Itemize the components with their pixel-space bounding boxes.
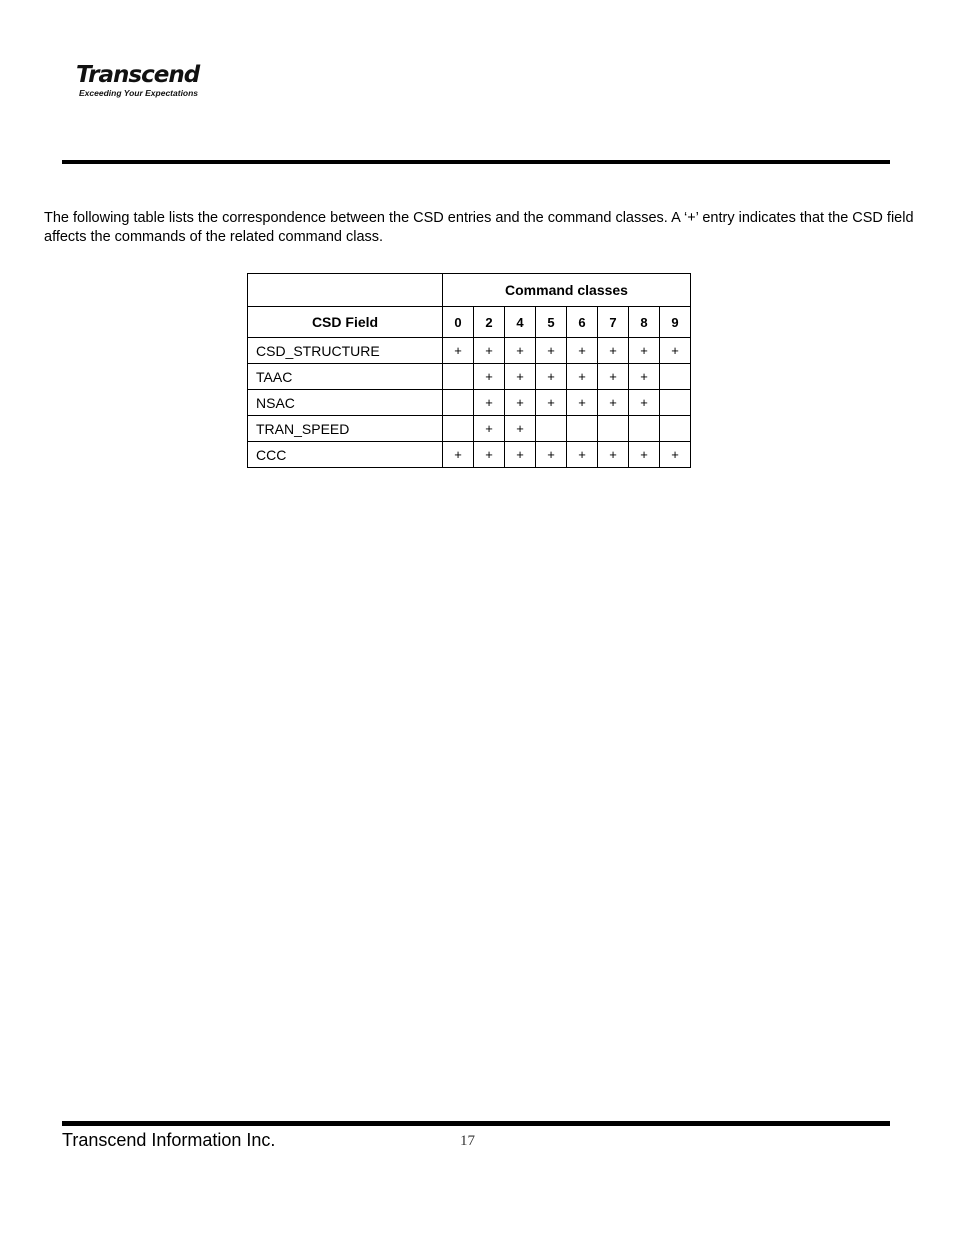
class-cell: + (598, 338, 629, 364)
class-cell (567, 416, 598, 442)
class-cell: + (536, 442, 567, 468)
class-header-4: 4 (505, 307, 536, 338)
csd-field-name: CSD_STRUCTURE (248, 338, 443, 364)
class-cell (660, 364, 691, 390)
class-cell: + (629, 442, 660, 468)
class-cell: + (536, 390, 567, 416)
csd-field-name: TAAC (248, 364, 443, 390)
command-classes-header: Command classes (443, 274, 691, 307)
class-cell (598, 416, 629, 442)
class-cell: + (660, 442, 691, 468)
table-group-header-row (248, 274, 691, 307)
class-cell (443, 390, 474, 416)
class-cell: + (505, 364, 536, 390)
brand-logo (76, 62, 199, 98)
class-cell: + (474, 416, 505, 442)
csd-field-header: CSD Field (248, 307, 443, 338)
csd-field-name: NSAC (248, 390, 443, 416)
class-cell: + (567, 442, 598, 468)
csd-field-name: CCC (248, 442, 443, 468)
class-cell: + (474, 364, 505, 390)
logo-tagline: Exceeding Your Expectations (79, 88, 199, 98)
header-divider (62, 160, 890, 164)
csd-field-name: TRAN_SPEED (248, 416, 443, 442)
class-cell (443, 364, 474, 390)
class-cell: + (536, 364, 567, 390)
class-cell (443, 416, 474, 442)
class-header-9: 9 (660, 307, 691, 338)
class-header-8: 8 (629, 307, 660, 338)
class-cell: + (598, 364, 629, 390)
class-header-6: 6 (567, 307, 598, 338)
class-cell: + (567, 390, 598, 416)
class-cell: + (443, 338, 474, 364)
class-cell: + (629, 338, 660, 364)
class-cell: + (536, 338, 567, 364)
class-cell: + (505, 390, 536, 416)
class-cell: + (567, 338, 598, 364)
class-cell: + (660, 338, 691, 364)
footer-divider (62, 1121, 890, 1126)
class-cell: + (505, 442, 536, 468)
class-cell: + (598, 442, 629, 468)
table-row (248, 364, 691, 390)
table-column-header-row (248, 307, 691, 338)
class-header-0: 0 (443, 307, 474, 338)
class-cell: + (474, 390, 505, 416)
footer-company-name: Transcend Information Inc. (62, 1130, 276, 1150)
class-cell: + (505, 338, 536, 364)
class-header-5: 5 (536, 307, 567, 338)
class-cell: + (567, 364, 598, 390)
table-corner-cell (248, 274, 443, 307)
class-cell: + (629, 364, 660, 390)
class-cell (660, 390, 691, 416)
table-row (248, 338, 691, 364)
csd-command-class-table (247, 273, 691, 468)
class-header-2: 2 (474, 307, 505, 338)
class-cell: + (505, 416, 536, 442)
class-cell: + (629, 390, 660, 416)
page-number: 17 (460, 1133, 475, 1149)
class-cell (629, 416, 660, 442)
table-row (248, 390, 691, 416)
class-cell: + (598, 390, 629, 416)
class-cell: + (474, 338, 505, 364)
class-cell (660, 416, 691, 442)
table-row (248, 416, 691, 442)
class-cell: + (443, 442, 474, 468)
class-cell: + (474, 442, 505, 468)
intro-paragraph: The following table lists the correspondence between the CSD entries and the command classes. A ‘+’ entry indicates that the CSD field affects the commands of the related command class. (44, 210, 914, 245)
table-row (248, 442, 691, 468)
class-header-7: 7 (598, 307, 629, 338)
class-cell (536, 416, 567, 442)
logo-wordmark: Transcend (76, 62, 200, 88)
